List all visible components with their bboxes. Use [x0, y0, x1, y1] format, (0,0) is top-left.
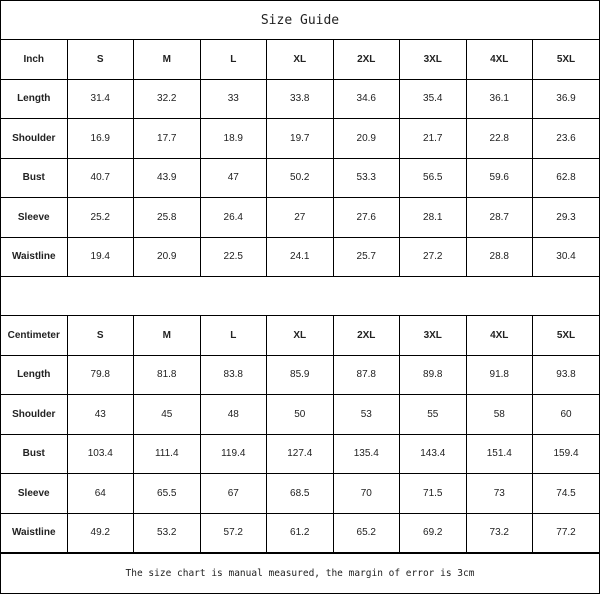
- inch-size-table: [1, 40, 599, 277]
- footer-note: The size chart is manual measured, the margin of error is 3cm: [1, 553, 599, 592]
- page-title: Size Guide: [1, 1, 599, 40]
- measurement-label-cell: Length: [1, 79, 67, 119]
- measurement-value-cell: 91.8: [466, 355, 533, 395]
- measurement-value-cell: 119.4: [200, 434, 267, 474]
- table-row: [1, 434, 599, 474]
- measurement-value-cell: 23.6: [533, 119, 600, 159]
- measurement-value-cell: 43.9: [134, 158, 201, 198]
- measurement-value-cell: 26.4: [200, 198, 267, 238]
- measurement-value-cell: 50.2: [267, 158, 334, 198]
- measurement-value-cell: 143.4: [400, 434, 467, 474]
- measurement-value-cell: 22.5: [200, 237, 267, 277]
- measurement-value-cell: 32.2: [134, 79, 201, 119]
- measurement-value-cell: 28.8: [466, 237, 533, 277]
- measurement-value-cell: 27: [267, 198, 334, 238]
- measurement-value-cell: 65.5: [134, 474, 201, 514]
- size-header-cell: 5XL: [533, 316, 600, 355]
- centimeter-size-table: [1, 316, 599, 553]
- measurement-value-cell: 57.2: [200, 513, 267, 553]
- measurement-value-cell: 24.1: [267, 237, 334, 277]
- table-row: [1, 158, 599, 198]
- table-row: [1, 79, 599, 119]
- measurement-value-cell: 87.8: [333, 355, 400, 395]
- measurement-value-cell: 55: [400, 395, 467, 435]
- measurement-value-cell: 33: [200, 79, 267, 119]
- measurement-value-cell: 22.8: [466, 119, 533, 159]
- size-header-cell: 5XL: [533, 40, 600, 79]
- measurement-value-cell: 28.7: [466, 198, 533, 238]
- table-row: [1, 198, 599, 238]
- size-header-cell: 3XL: [400, 316, 467, 355]
- measurement-value-cell: 27.2: [400, 237, 467, 277]
- measurement-value-cell: 111.4: [134, 434, 201, 474]
- measurement-value-cell: 79.8: [67, 355, 134, 395]
- measurement-value-cell: 68.5: [267, 474, 334, 514]
- measurement-value-cell: 19.4: [67, 237, 134, 277]
- measurement-label-cell: Waistline: [1, 237, 67, 277]
- measurement-value-cell: 64: [67, 474, 134, 514]
- table-row: [1, 513, 599, 553]
- size-header-cell: 2XL: [333, 316, 400, 355]
- header-row: [1, 40, 599, 79]
- measurement-value-cell: 45: [134, 395, 201, 435]
- measurement-value-cell: 70: [333, 474, 400, 514]
- size-header-cell: M: [134, 40, 201, 79]
- measurement-value-cell: 159.4: [533, 434, 600, 474]
- measurement-value-cell: 53.2: [134, 513, 201, 553]
- measurement-value-cell: 18.9: [200, 119, 267, 159]
- size-header-cell: 3XL: [400, 40, 467, 79]
- measurement-value-cell: 28.1: [400, 198, 467, 238]
- measurement-label-cell: Bust: [1, 434, 67, 474]
- size-header-cell: L: [200, 40, 267, 79]
- measurement-value-cell: 58: [466, 395, 533, 435]
- table-row: [1, 119, 599, 159]
- measurement-value-cell: 71.5: [400, 474, 467, 514]
- measurement-value-cell: 40.7: [67, 158, 134, 198]
- measurement-label-cell: Waistline: [1, 513, 67, 553]
- size-header-cell: 4XL: [466, 40, 533, 79]
- measurement-value-cell: 62.8: [533, 158, 600, 198]
- measurement-value-cell: 50: [267, 395, 334, 435]
- measurement-value-cell: 89.8: [400, 355, 467, 395]
- measurement-value-cell: 73.2: [466, 513, 533, 553]
- measurement-value-cell: 61.2: [267, 513, 334, 553]
- measurement-value-cell: 53.3: [333, 158, 400, 198]
- measurement-value-cell: 20.9: [333, 119, 400, 159]
- size-header-cell: 2XL: [333, 40, 400, 79]
- measurement-value-cell: 19.7: [267, 119, 334, 159]
- measurement-value-cell: 47: [200, 158, 267, 198]
- measurement-value-cell: 27.6: [333, 198, 400, 238]
- unit-header-cell: Centimeter: [1, 316, 67, 355]
- size-header-cell: XL: [267, 316, 334, 355]
- size-header-cell: XL: [267, 40, 334, 79]
- measurement-value-cell: 33.8: [267, 79, 334, 119]
- table-row: [1, 355, 599, 395]
- measurement-label-cell: Sleeve: [1, 474, 67, 514]
- measurement-label-cell: Bust: [1, 158, 67, 198]
- measurement-value-cell: 93.8: [533, 355, 600, 395]
- measurement-value-cell: 85.9: [267, 355, 334, 395]
- size-header-cell: S: [67, 316, 134, 355]
- header-row: [1, 316, 599, 355]
- measurement-value-cell: 49.2: [67, 513, 134, 553]
- measurement-label-cell: Shoulder: [1, 395, 67, 435]
- measurement-value-cell: 81.8: [134, 355, 201, 395]
- measurement-label-cell: Sleeve: [1, 198, 67, 238]
- measurement-value-cell: 48: [200, 395, 267, 435]
- measurement-value-cell: 43: [67, 395, 134, 435]
- measurement-value-cell: 60: [533, 395, 600, 435]
- measurement-value-cell: 83.8: [200, 355, 267, 395]
- measurement-value-cell: 16.9: [67, 119, 134, 159]
- measurement-label-cell: Length: [1, 355, 67, 395]
- measurement-value-cell: 20.9: [134, 237, 201, 277]
- measurement-value-cell: 74.5: [533, 474, 600, 514]
- measurement-value-cell: 127.4: [267, 434, 334, 474]
- measurement-value-cell: 151.4: [466, 434, 533, 474]
- size-header-cell: M: [134, 316, 201, 355]
- unit-header-cell: Inch: [1, 40, 67, 79]
- measurement-value-cell: 25.7: [333, 237, 400, 277]
- table-separator: [1, 277, 599, 316]
- measurement-value-cell: 30.4: [533, 237, 600, 277]
- measurement-value-cell: 36.9: [533, 79, 600, 119]
- measurement-value-cell: 31.4: [67, 79, 134, 119]
- size-header-cell: 4XL: [466, 316, 533, 355]
- measurement-value-cell: 34.6: [333, 79, 400, 119]
- measurement-value-cell: 77.2: [533, 513, 600, 553]
- measurement-value-cell: 21.7: [400, 119, 467, 159]
- table-row: [1, 474, 599, 514]
- table-row: [1, 395, 599, 435]
- measurement-value-cell: 17.7: [134, 119, 201, 159]
- measurement-value-cell: 135.4: [333, 434, 400, 474]
- measurement-value-cell: 65.2: [333, 513, 400, 553]
- size-header-cell: S: [67, 40, 134, 79]
- measurement-value-cell: 103.4: [67, 434, 134, 474]
- size-header-cell: L: [200, 316, 267, 355]
- measurement-value-cell: 69.2: [400, 513, 467, 553]
- measurement-value-cell: 36.1: [466, 79, 533, 119]
- measurement-value-cell: 25.2: [67, 198, 134, 238]
- measurement-value-cell: 73: [466, 474, 533, 514]
- measurement-value-cell: 25.8: [134, 198, 201, 238]
- measurement-value-cell: 29.3: [533, 198, 600, 238]
- measurement-value-cell: 53: [333, 395, 400, 435]
- measurement-value-cell: 35.4: [400, 79, 467, 119]
- table-row: [1, 237, 599, 277]
- measurement-value-cell: 67: [200, 474, 267, 514]
- measurement-label-cell: Shoulder: [1, 119, 67, 159]
- measurement-value-cell: 59.6: [466, 158, 533, 198]
- measurement-value-cell: 56.5: [400, 158, 467, 198]
